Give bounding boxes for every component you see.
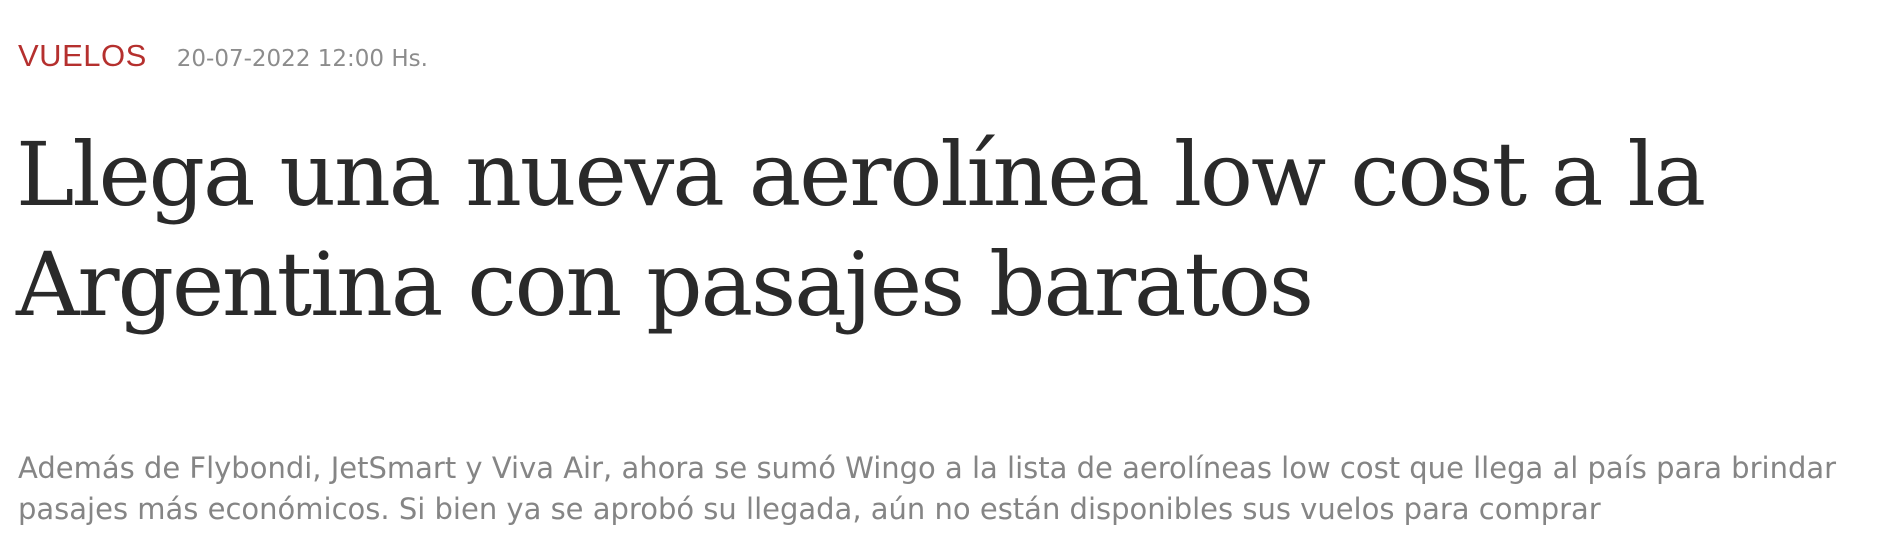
publish-date: 20-07-2022 12:00 Hs. bbox=[176, 46, 428, 72]
section-link[interactable]: VUELOS bbox=[18, 38, 147, 73]
article-headline: Llega una nueva aerolínea low cost a la Argentina con pasajes baratos bbox=[16, 123, 1705, 336]
article-lead: Además de Flybondi, JetSmart y Viva Air, ahora se sumó Wingo a la lista de aerolíneas low cost que llega al país para brindar pasajes más económicos. Si bien ya se aprobó su llegada, aún no están disponibles sus vuelos para comprar bbox=[18, 451, 1837, 526]
article-meta bbox=[18, 38, 428, 74]
